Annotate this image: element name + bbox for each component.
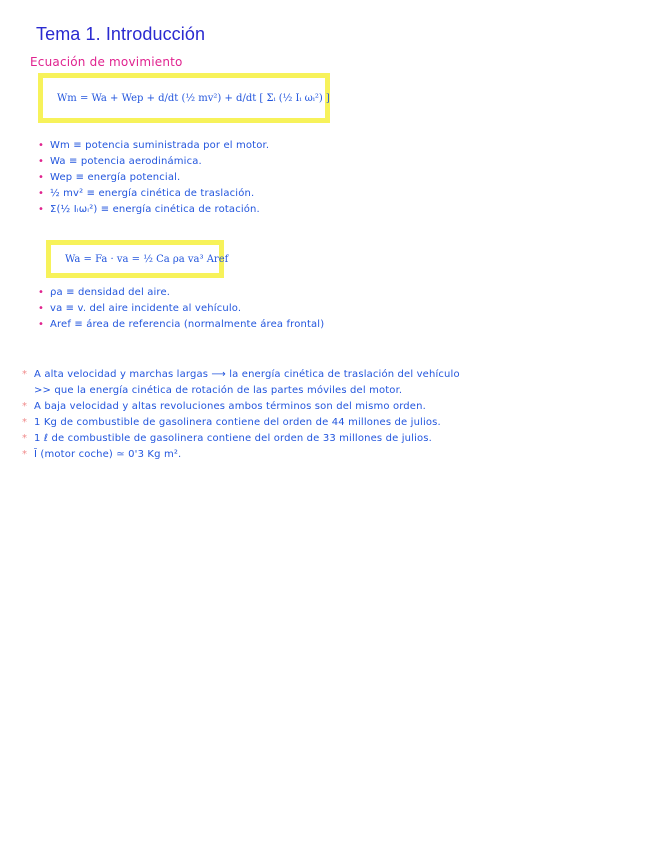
note-item-continued — [22, 383, 460, 399]
list-item — [38, 301, 324, 317]
definition-text: Wm ≡ potencia suministrada por el motor. — [50, 140, 270, 151]
list-item — [38, 186, 269, 202]
bullet-icon: • — [38, 319, 45, 330]
note-text: Ī (motor coche) ≃ 0'3 Kg m². — [34, 449, 182, 460]
note-item — [22, 367, 460, 383]
note-text: 1 ℓ de combustible de gasolinera contiene del orden de 33 millones de julios. — [34, 433, 432, 444]
equation-aero: Wa = Fa · va = ½ Ca ρa va³ Aref — [65, 253, 229, 265]
page-title: Tema 1. Introducción — [36, 24, 206, 44]
equation-motion: Wm = Wa + Wep + d/dt (½ mv²) + d/dt [ Σᵢ (½ Iᵢ ωᵢ²) ] — [57, 92, 330, 104]
bullet-icon: • — [38, 188, 45, 199]
equation-box-aero — [46, 240, 229, 278]
bullet-icon: • — [38, 140, 45, 151]
asterisk-icon: * — [22, 449, 28, 460]
note-item — [22, 447, 460, 463]
list-item — [38, 154, 269, 170]
definition-text: Wa ≡ potencia aerodinámica. — [50, 156, 202, 167]
section-heading: Ecuación de movimiento — [30, 55, 183, 69]
note-item — [22, 431, 460, 447]
definition-text: Σ(½ Iᵢωᵢ²) ≡ energía cinética de rotación. — [50, 204, 260, 215]
note-item — [22, 399, 460, 415]
list-item — [38, 138, 269, 154]
note-text: A alta velocidad y marchas largas ⟶ la energía cinética de traslación del vehículo — [34, 369, 460, 380]
note-item — [22, 415, 460, 431]
asterisk-icon: * — [22, 417, 28, 428]
bullet-icon: • — [38, 303, 45, 314]
definition-text: Wep ≡ energía potencial. — [50, 172, 181, 183]
list-item — [38, 317, 324, 333]
note-text: A baja velocidad y altas revoluciones ambos términos son del mismo orden. — [34, 401, 426, 412]
list-item — [38, 170, 269, 186]
bullet-icon: • — [38, 172, 45, 183]
definition-text: ½ mv² ≡ energía cinética de traslación. — [50, 188, 255, 199]
bullet-icon: • — [38, 287, 45, 298]
definitions-list — [38, 138, 269, 218]
bullet-icon: • — [38, 204, 45, 215]
definition-text: Aref ≡ área de referencia (normalmente área frontal) — [50, 319, 325, 330]
note-text: 1 Kg de combustible de gasolinera contiene del orden de 44 millones de julios. — [34, 417, 441, 428]
list-item — [38, 202, 269, 218]
asterisk-icon: * — [22, 433, 28, 444]
notes-list — [22, 367, 460, 463]
definition-text: ρa ≡ densidad del aire. — [50, 287, 171, 298]
bullet-icon: • — [38, 156, 45, 167]
asterisk-icon: * — [22, 401, 28, 412]
note-text: >> que la energía cinética de rotación de las partes móviles del motor. — [34, 385, 403, 396]
asterisk-icon: * — [22, 369, 28, 380]
list-item — [38, 285, 324, 301]
definition-text: va ≡ v. del aire incidente al vehículo. — [50, 303, 242, 314]
definitions-list-aero — [38, 285, 324, 333]
equation-box-motion — [38, 73, 330, 123]
